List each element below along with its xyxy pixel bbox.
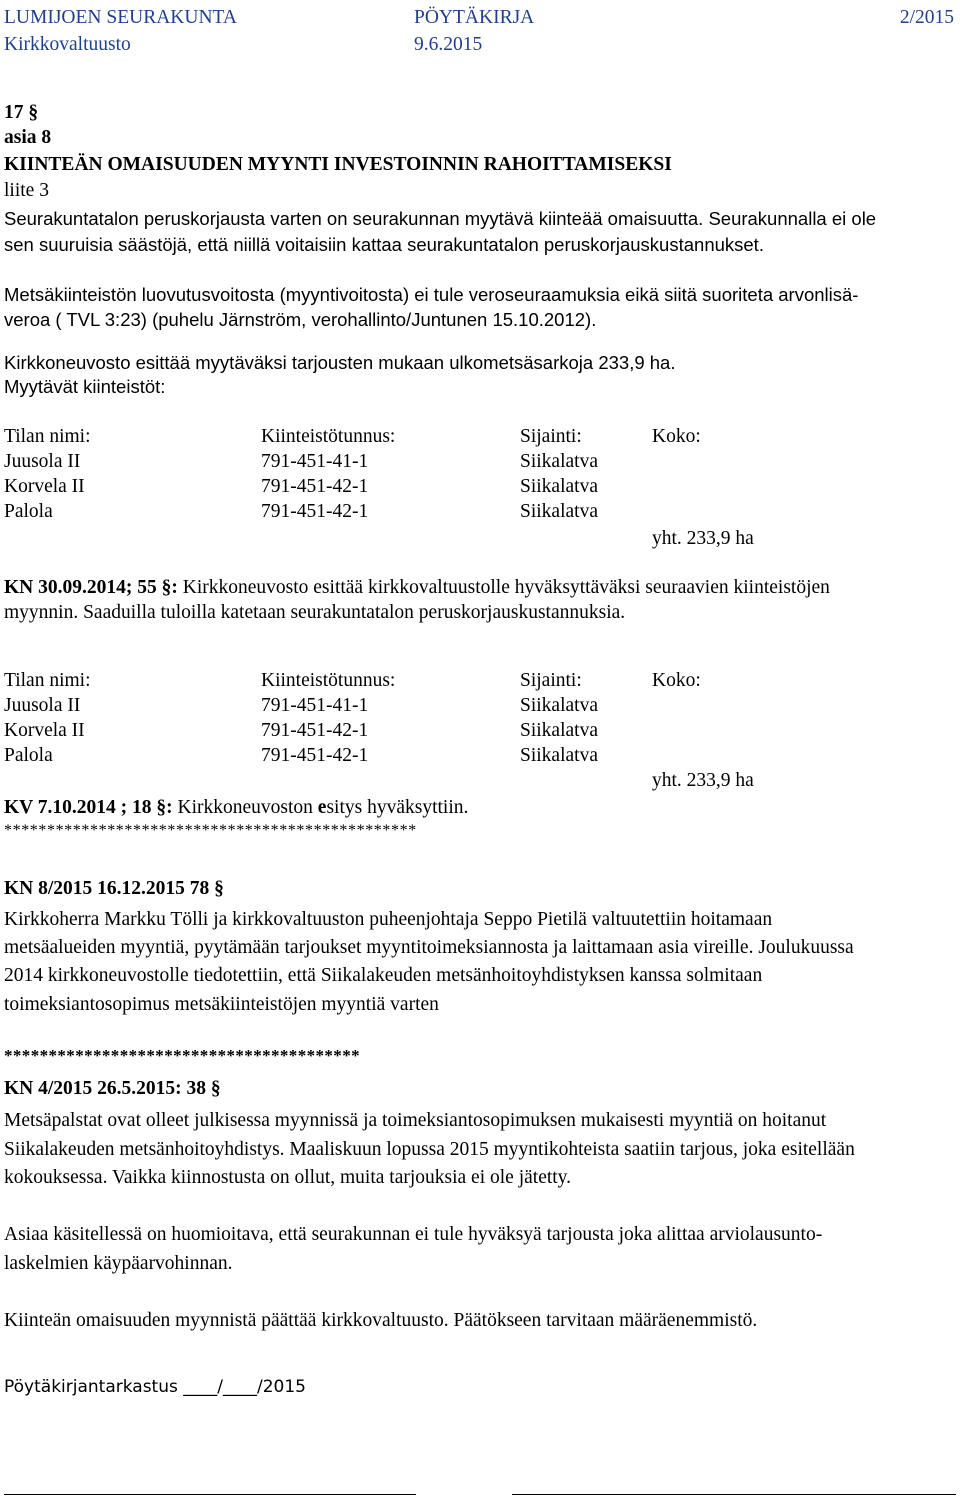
table-header-id: Kiinteistötunnus: <box>261 426 396 447</box>
kn-2014-line-2: myynnin. Saaduilla tuloilla katetaan seurakuntatalon peruskorjauskustannuksia. <box>4 602 626 623</box>
property-table-1 <box>4 426 904 551</box>
kn-8-2015-line-4: toimeksiantosopimus metsäkiinteistöjen myyntiä varten <box>4 994 439 1015</box>
table-row <box>4 745 904 770</box>
table-row <box>4 451 904 476</box>
header-body: Kirkkovaltuusto <box>4 34 131 55</box>
section-title: KIINTEÄN OMAISUUDEN MYYNTI INVESTOINNIN RAHOITTAMISEKSI <box>4 154 672 175</box>
table-cell-id: 791-451-42-1 <box>261 720 369 741</box>
tax-line-1: Metsäkiinteistön luovutusvoitosta (myyntivoitosta) ei tule veroseuraamuksia eikä siitä suoriteta arvonlisä- <box>4 284 859 305</box>
table-row <box>4 476 904 501</box>
kn-4-2015-heading: KN 4/2015 26.5.2015: 38 § <box>4 1078 221 1099</box>
table-header-location: Sijainti: <box>520 670 582 691</box>
decision-text: Kiinteän omaisuuden myynnistä päättää kirkkovaltuusto. Päätökseen tarvitaan määräenemmistö. <box>4 1310 758 1331</box>
table-header-size: Koko: <box>652 670 701 691</box>
table-row <box>4 720 904 745</box>
kn-8-2015-line-2: metsäalueiden myyntiä, pyytämään tarjoukset myyntitoimeksiannosta ja laittamaan asia vireille. Joulukuussa <box>4 937 854 958</box>
table-cell-location: Siikalatva <box>520 695 598 716</box>
table-cell-name: Juusola II <box>4 451 81 472</box>
proposal-text: Kirkkoneuvosto esittää myytäväksi tarjousten mukaan ulkometsäsarkoja 233,9 ha. <box>4 352 676 373</box>
header-org: LUMIJOEN SEURAKUNTA <box>4 7 237 28</box>
kn-8-2015-line-1: Kirkkoherra Markku Tölli ja kirkkovaltuuston puheenjohtaja Seppo Pietilä valtuutettiin hoitamaan <box>4 909 773 930</box>
kn-2014-label: KN 30.09.2014; 55 §: <box>4 577 178 598</box>
table-cell-id: 791-451-42-1 <box>261 476 369 497</box>
table-cell-id: 791-451-42-1 <box>261 501 369 522</box>
kv-2014-label: KV 7.10.2014 ; 18 §: <box>4 797 173 818</box>
table-cell-location: Siikalatva <box>520 745 598 766</box>
section-number: 17 § <box>4 102 39 123</box>
table-cell-name: Juusola II <box>4 695 81 716</box>
tax-line-2: veroa ( TVL 3:23) (puhelu Järnström, verohallinto/Juntunen 15.10.2012). <box>4 309 597 330</box>
table-header-id: Kiinteistötunnus: <box>261 670 396 691</box>
intro-line-2: sen suuruisia säästöjä, että niillä voitaisiin kattaa seurakuntatalon peruskorjauskustannukset. <box>4 234 764 255</box>
kn-4-2015-line-3: kokouksessa. Vaikka kiinnostusta on ollut, muita tarjouksia ei ole jätetty. <box>4 1167 572 1188</box>
table-cell-location: Siikalatva <box>520 451 598 472</box>
table-total: yht. 233,9 ha <box>652 528 754 549</box>
table-cell-location: Siikalatva <box>520 501 598 522</box>
kn-2014-text: Kirkkoneuvosto esittää kirkkovaltuustolle hyväksyttäväksi seuraavien kiinteistöjen <box>177 577 830 598</box>
note-line-2: laskelmien käypäarvohinnan. <box>4 1253 233 1274</box>
table-header-name: Tilan nimi: <box>4 426 91 447</box>
kn-4-2015-line-1: Metsäpalstat ovat olleet julkisessa myynnissä ja toimeksiantosopimuksen mukaisesti myyntiä on hoitanut <box>4 1110 827 1131</box>
signature-line-left <box>4 1494 416 1495</box>
note-line-1: Asiaa käsitellessä on huomioitava, että seurakunnan ei tule hyväksyä tarjousta joka alittaa arviolausunto- <box>4 1224 823 1245</box>
table-cell-id: 791-451-41-1 <box>261 451 369 472</box>
table-header-name: Tilan nimi: <box>4 670 91 691</box>
table-cell-name: Korvela II <box>4 476 85 497</box>
kn-4-2015-line-2: Siikalakeuden metsänhoitoyhdistys. Maaliskuun lopussa 2015 myyntikohteista saatiin tarjous, joka esitellään <box>4 1139 855 1160</box>
table-cell-id: 791-451-42-1 <box>261 745 369 766</box>
intro-line-1: Seurakuntatalon peruskorjausta varten on seurakunnan myytävä kiinteää omaisuutta. Seurakunnalla ei ole <box>4 208 877 229</box>
kn-8-2015-heading: KN 8/2015 16.12.2015 78 § <box>4 878 224 899</box>
table-cell-name: Palola <box>4 745 53 766</box>
header-doc-type: PÖYTÄKIRJA <box>414 7 535 28</box>
page-header <box>4 4 958 58</box>
table-total-row <box>4 770 904 795</box>
table-total-row <box>4 526 904 551</box>
header-date: 9.6.2015 <box>414 34 483 55</box>
property-table-2 <box>4 670 904 795</box>
signature-line-right <box>512 1494 956 1495</box>
section-item: asia 8 <box>4 127 52 148</box>
separator-stars-2: **************************************** <box>4 1046 360 1065</box>
table-cell-id: 791-451-41-1 <box>261 695 369 716</box>
table-header-location: Sijainti: <box>520 426 582 447</box>
table-header-size: Koko: <box>652 426 701 447</box>
table-header-row <box>4 670 904 695</box>
table-cell-name: Korvela II <box>4 720 85 741</box>
table-row <box>4 501 904 526</box>
kv-2014-text-post: sitys hyväksyttiin. <box>326 797 469 818</box>
table-cell-name: Palola <box>4 501 53 522</box>
header-number: 2/2015 <box>899 7 954 28</box>
kv-2014-line <box>4 795 468 820</box>
table-header-row <box>4 426 904 451</box>
verification-line: Pöytäkirjantarkastus ____/____/2015 <box>4 1377 306 1397</box>
table-row <box>4 695 904 720</box>
separator-stars-1: ************************************************ <box>4 822 417 839</box>
table-cell-location: Siikalatva <box>520 720 598 741</box>
table-cell-location: Siikalatva <box>520 476 598 497</box>
kv-2014-text-pre: Kirkkoneuvoston <box>172 797 318 818</box>
kn-2014-line-1 <box>4 575 830 600</box>
kv-2014-text-bold: e <box>317 797 327 818</box>
properties-label: Myytävät kiinteistöt: <box>4 376 166 397</box>
section-attachment: liite 3 <box>4 180 49 201</box>
table-total: yht. 233,9 ha <box>652 770 754 791</box>
kn-8-2015-line-3: 2014 kirkkoneuvostolle tiedotettiin, että Siikalakeuden metsänhoitoyhdistyksen kanssa solmitaan <box>4 965 763 986</box>
